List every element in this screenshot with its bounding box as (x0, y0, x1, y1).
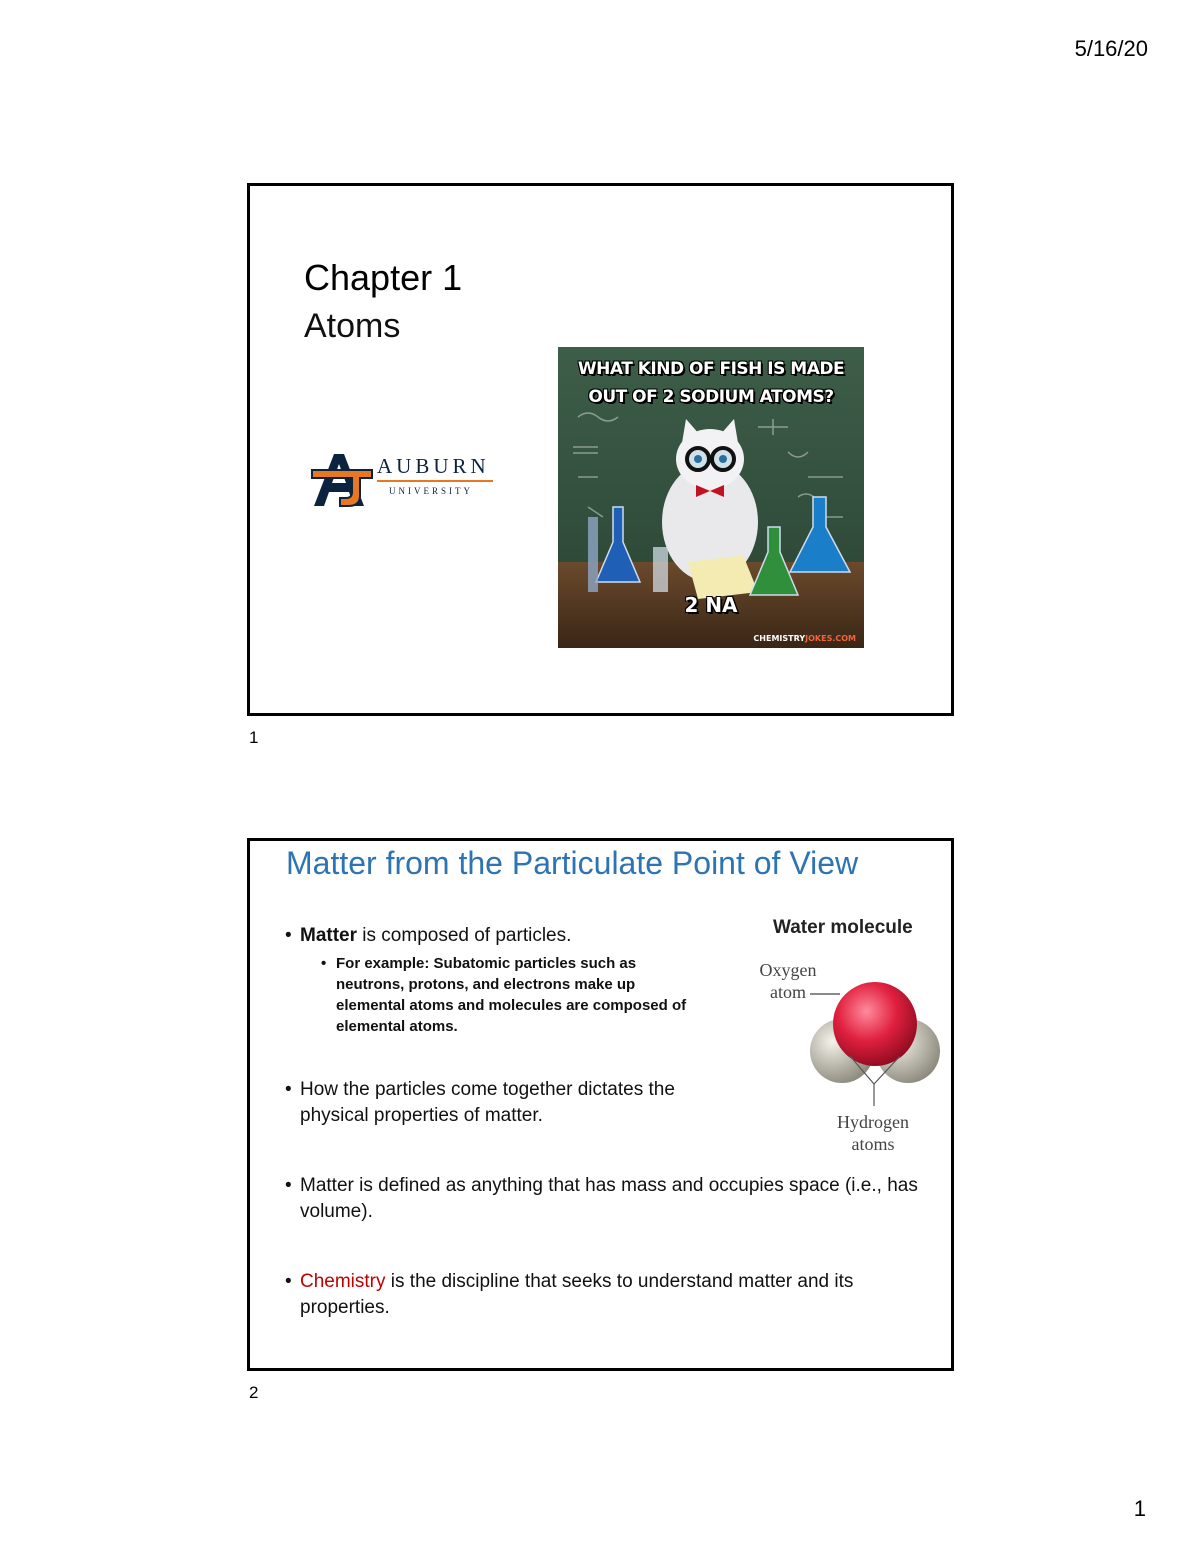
page-date: 5/16/20 (1074, 36, 1148, 61)
page-number: 1 (1133, 1496, 1146, 1521)
meme-image (558, 347, 864, 648)
sub-bullet-example: • For example: Subatomic particles such as neutrons, protons, and electrons make up elemental atoms and molecules are composed of elemental atoms. (336, 953, 696, 1037)
meme-credit-accent: JOKES.COM (805, 634, 856, 643)
logo-wordmark: AUBURN (377, 454, 490, 478)
logo-subtext: UNIVERSITY (389, 486, 473, 496)
oxygen-label-line-2: atom (770, 982, 806, 1002)
slide-title: Matter from the Particulate Point of View (286, 845, 859, 881)
slide-subtitle: Atoms (304, 307, 401, 345)
slide-number: 2 (249, 1383, 259, 1402)
bullet-definition: • Matter is defined as anything that has mass and occupies space (i.e., has volume). (300, 1173, 920, 1225)
slide-1 (247, 183, 954, 716)
hydrogen-label (828, 1111, 918, 1155)
bullet-bold-term: Matter (300, 925, 358, 946)
water-molecule-diagram (810, 966, 950, 1116)
bullet-text: is the discipline that seeks to understand matter and its properties. (300, 1271, 854, 1318)
slide-number: 1 (249, 728, 259, 747)
oxygen-label-line-1: Oxygen (759, 960, 817, 980)
hydrogen-label-line-2: atoms (851, 1134, 895, 1154)
bullet-matter (300, 923, 571, 949)
auburn-logo (310, 448, 380, 510)
slide-title: Chapter 1 (304, 257, 463, 298)
meme-bottom-caption: 2 NA (684, 593, 738, 617)
meme-credit (753, 634, 856, 643)
hydrogen-label-line-1: Hydrogen (837, 1112, 909, 1132)
bullet-text: is composed of particles. (357, 925, 572, 946)
highlight-term: Chemistry (300, 1271, 386, 1292)
meme-credit-main: CHEMISTRY (753, 634, 806, 643)
slide-2 (247, 838, 954, 1371)
bullet-chemistry (300, 1269, 920, 1321)
figure-title: Water molecule (773, 917, 913, 938)
logo-divider (377, 480, 493, 482)
bullet-particles: • How the particles come together dictates the physical properties of matter. (300, 1077, 720, 1129)
meme-top-caption: WHAT KIND OF FISH IS MADE OUT OF 2 SODIUM ATOMS? (577, 359, 845, 407)
